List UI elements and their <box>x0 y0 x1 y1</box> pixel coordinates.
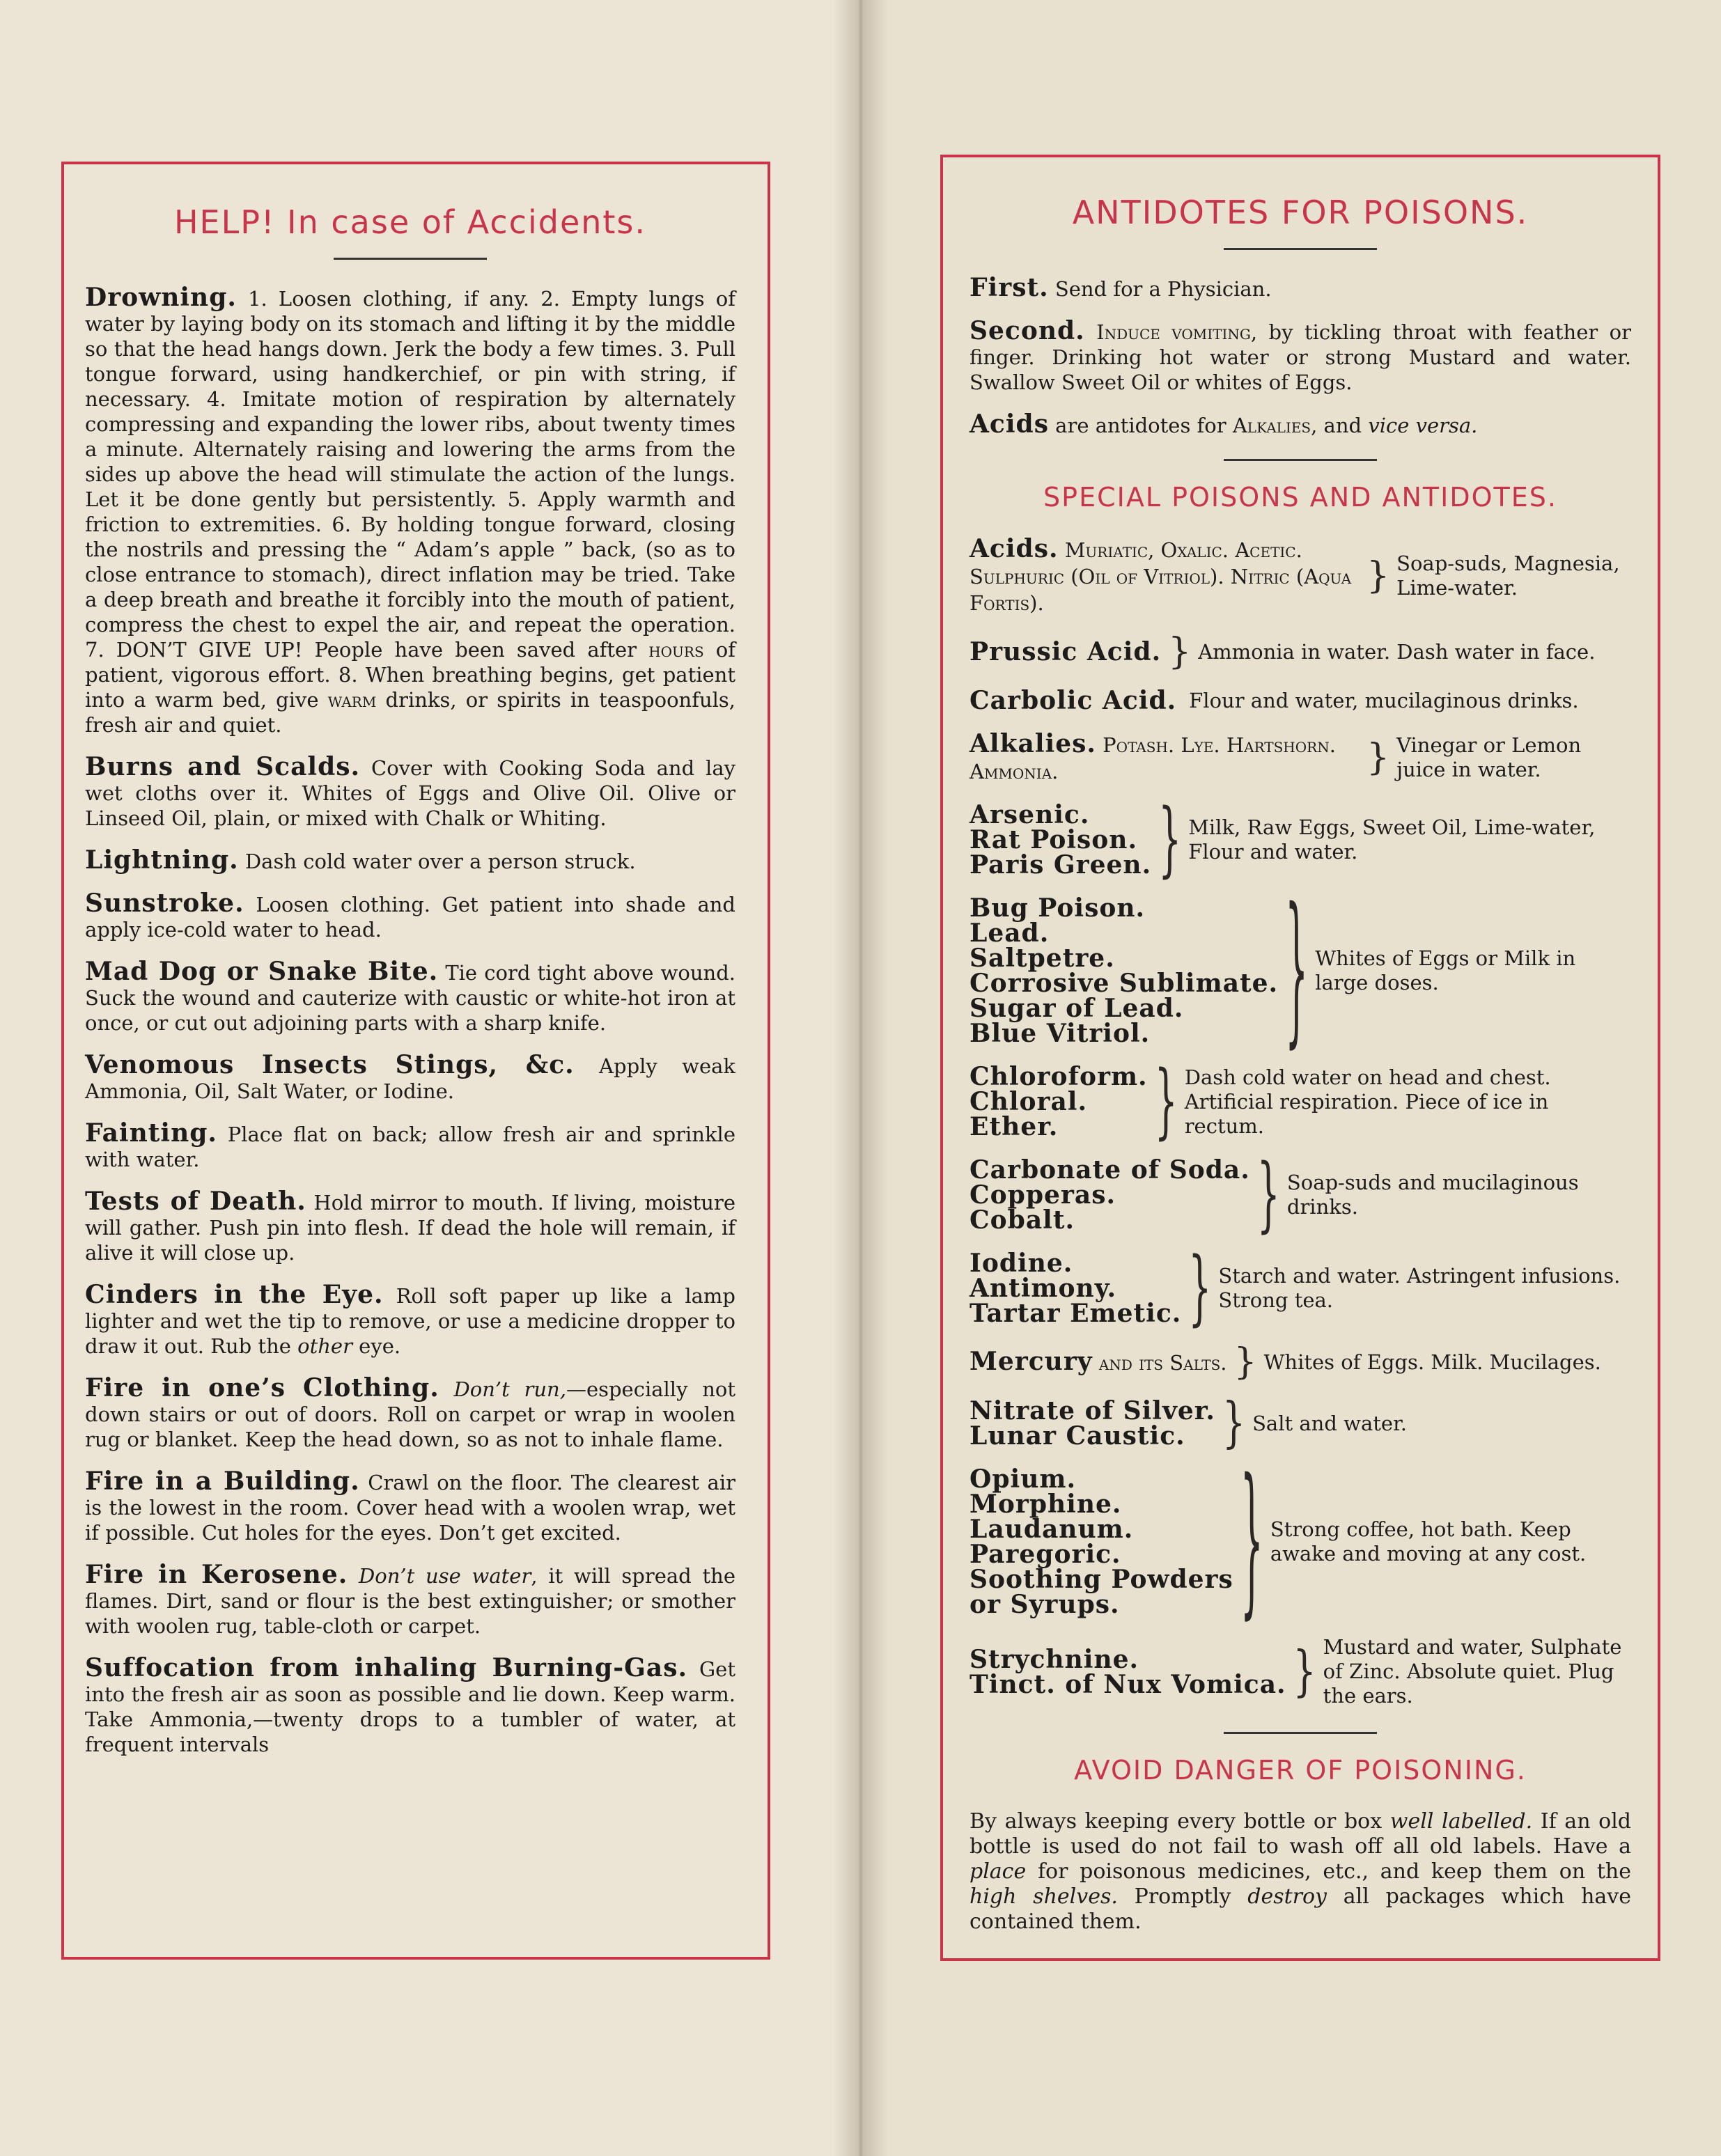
poison-antidote: Strong coffee, hot bath. Keep awake and moving at any cost. <box>1270 1517 1587 1565</box>
brace-icon: } <box>1366 555 1390 597</box>
poison-name: Chloroform. <box>969 1062 1148 1091</box>
brace-icon: } <box>1240 1448 1263 1636</box>
entry-insect-stings: Venomous Insects Stings, &c. Apply weak Ammonia, Oil, Salt Water, or Iodine. <box>85 1050 735 1103</box>
poison-group <box>969 1054 1631 1149</box>
poison-name: Cobalt. <box>969 1205 1075 1235</box>
poison-name: Carbolic Acid. <box>969 686 1177 715</box>
poison-names <box>969 1349 1227 1375</box>
poison-name: Prussic Acid. <box>969 637 1162 666</box>
poison-group <box>969 631 1631 673</box>
title-rule <box>334 258 487 260</box>
poison-names <box>969 639 1161 664</box>
entry-drowning: Drowning. 1. Loosen clothing, if any. 2. Empty lungs of water by laying body on its stomach and lifting it by the middle so that the head hangs down. Jerk the body a few times. 3. Pull tongue forward, using handkerchief, or pin with string, if necessary. 4. Imitate motion of respiration by alternately compressing and expanding the lower ribs, about twenty times a minute. Alternately raising and lowering the arms from the sides up above the head will stimulate the action of the lungs. Let it be done gently but persistently. 5. Apply warmth and friction to extremities. 6. By holding tongue forward, closing the nostrils and pressing the “ Adam’s apple ” back, (so as to close entrance to stomach), direct inflation may be tried. Take a deep breath and breathe it forcibly into the mouth of patient, compress the chest to expel the air, and repeat the operation. 7. DON’T GIVE UP! People have been saved after hours of patient, vigorous effort. 8. When breathing begins, get patient into a warm bed, give warm drinks, or spirits in teaspoonfuls, fresh air and quiet. <box>85 283 735 737</box>
poison-antidote: Salt and water. <box>1252 1411 1407 1435</box>
poison-name: Mercury <box>969 1347 1093 1376</box>
brace-icon: } <box>1222 1392 1246 1455</box>
poison-names <box>969 688 1176 713</box>
poison-name: Paregoric. <box>969 1540 1121 1569</box>
poison-antidote: Vinegar or Lemon juice in water. <box>1396 733 1582 781</box>
poison-antidote: Milk, Raw Eggs, Sweet Oil, Lime-water, Flour and water. <box>1188 815 1596 864</box>
poison-group <box>969 731 1631 784</box>
poison-names <box>969 1251 1181 1326</box>
poison-antidote: Dash cold water on head and chest. Artificial respiration. Piece of ice in rectum. <box>1184 1065 1551 1138</box>
book-spine <box>833 0 889 2156</box>
poison-antidote: Flour and water, mucilaginous drinks. <box>1189 688 1579 712</box>
poison-chemicals: Muriatic, Oxalic. Acetic. Sulphuric (Oil of Vitriol). Nitric (Aqua Fortis). <box>969 538 1352 615</box>
poison-chemicals: Potash. Lye. Hartshorn. Ammonia. <box>969 733 1336 783</box>
section-rule <box>1224 459 1377 461</box>
poison-name: Lead. <box>969 919 1050 948</box>
poison-names <box>969 893 1279 1048</box>
poison-name: Arsenic. <box>969 800 1090 829</box>
poison-names <box>969 1644 1286 1699</box>
poison-group <box>969 792 1631 887</box>
entry-fire-building: Fire in a Building. Crawl on the floor. The clearest air is the lowest in the room. Cover head with a woolen wrap, wet if possible. Cut holes for the eyes. Don’t get excited. <box>85 1467 735 1545</box>
poison-name: Rat Poison. <box>969 825 1138 854</box>
poison-names <box>969 731 1360 784</box>
second-step: Second. Induce vomiting, by tickling throat with feather or finger. Drinking hot water or strong Mustard and water. Swallow Sweet Oil or whites of Eggs. <box>969 316 1631 394</box>
poison-name: Bug Poison. <box>969 893 1146 923</box>
poison-name: Carbonate of Soda. <box>969 1155 1250 1185</box>
poison-group <box>969 1635 1631 1708</box>
poison-group <box>969 1448 1631 1636</box>
special-poisons-title: SPECIAL POISONS AND ANTIDOTES. <box>1043 482 1557 513</box>
poison-group <box>969 1341 1631 1383</box>
avoid-danger-text: By always keeping every bottle or box well labelled. If an old bottle is used do not fail to wash off all old labels. Have a place for poisonous medicines, etc., and keep them on the high shelves. Promptly destroy all packages which have contained them. <box>969 1809 1631 1934</box>
poison-antidote: Ammonia in water. Dash water in face. <box>1198 639 1596 664</box>
entry-fire-clothing: Fire in one’s Clothing. Don’t run,—especially not down stairs or out of doors. Roll on carpet or wrap in woolen rug or blanket. Keep the head down, so as not to inhale flame. <box>85 1373 735 1451</box>
poison-name: Soothing Powders <box>969 1565 1233 1594</box>
poison-group <box>969 1148 1631 1242</box>
poison-name: or Syrups. <box>969 1590 1120 1619</box>
poison-name: Lunar Caustic. <box>969 1421 1185 1451</box>
poison-name: Corrosive Sublimate. <box>969 969 1279 998</box>
avoid-danger-title: AVOID DANGER OF POISONING. <box>1074 1755 1527 1786</box>
poison-name: Laudanum. <box>969 1515 1134 1544</box>
poison-group <box>969 688 1631 713</box>
first-step: First. Send for a Physician. <box>969 273 1272 302</box>
poison-group <box>969 1392 1631 1455</box>
poison-antidote: Whites of Eggs. Milk. Mucilages. <box>1263 1350 1601 1374</box>
antidotes-title: ANTIDOTES FOR POISONS. <box>1072 194 1529 231</box>
poison-name: Blue Vitriol. <box>969 1019 1151 1048</box>
entry-fire-kerosene: Fire in Kerosene. Don’t use water, it will spread the flames. Dirt, sand or flour is the best extinguisher; or smother with woolen rug, table-cloth or carpet. <box>85 1560 735 1638</box>
poison-antidote: Soap-suds, Magnesia, Lime-water. <box>1396 552 1620 600</box>
poison-chemicals: and its Salts. <box>1092 1351 1227 1375</box>
poison-name: Ether. <box>969 1112 1059 1141</box>
brace-icon: } <box>1154 1054 1178 1149</box>
poison-antidote: Whites of Eggs or Milk in large doses. <box>1315 946 1576 994</box>
poison-group <box>969 877 1631 1065</box>
accidents-panel <box>61 162 770 1960</box>
poison-antidote: Mustard and water, Sulphate of Zinc. Absolute quiet. Plug the ears. <box>1323 1635 1622 1708</box>
entry-suffocation: Suffocation from inhaling Burning-Gas. Get into the fresh air as soon as possible and lie down. Keep warm. Take Ammonia,—twenty drops to a tumbler of water, at frequent intervals <box>85 1653 735 1756</box>
entry-lightning: Lightning. Dash cold water over a person struck. <box>85 845 636 875</box>
entry-fainting: Fainting. Place flat on back; allow fresh air and sprinkle with water. <box>85 1118 735 1171</box>
poison-name: Strychnine. <box>969 1644 1139 1674</box>
poison-names <box>969 1464 1233 1619</box>
acids-note: Acids are antidotes for Alkalies, and vice versa. <box>969 409 1478 439</box>
antidotes-panel <box>940 155 1660 1961</box>
poison-group <box>969 1241 1631 1336</box>
poison-name: Iodine. <box>969 1249 1073 1278</box>
poison-name: Acids. <box>969 534 1059 563</box>
entry-tests-of-death: Tests of Death. Hold mirror to mouth. If living, moisture will gather. Push pin into flesh. If dead the hole will remain, if alive it will close up. <box>85 1187 735 1265</box>
entry-sunstroke: Sunstroke. Loosen clothing. Get patient into shade and apply ice-cold water to head. <box>85 889 735 942</box>
brace-icon: } <box>1168 631 1192 673</box>
poison-name: Opium. <box>969 1464 1077 1494</box>
poison-list <box>969 536 1631 1708</box>
poison-group <box>969 536 1631 616</box>
poison-name: Copperas. <box>969 1180 1116 1210</box>
brace-icon: } <box>1293 1640 1316 1703</box>
brace-icon: } <box>1188 1241 1212 1336</box>
poison-name: Tartar Emetic. <box>969 1299 1182 1328</box>
poison-names <box>969 536 1360 616</box>
poison-name: Antimony. <box>969 1274 1117 1303</box>
title-rule <box>1224 248 1377 250</box>
entry-cinders: Cinders in the Eye. Roll soft paper up like a lamp lighter and wet the tip to remove, or use a medicine dropper to draw it out. Rub the other eye. <box>85 1280 735 1358</box>
poison-names <box>969 1396 1215 1451</box>
poison-antidote: Soap-suds and mucilaginous drinks. <box>1286 1171 1579 1219</box>
accidents-title: HELP! In case of Accidents. <box>173 203 647 241</box>
entry-burns: Burns and Scalds. Cover with Cooking Soda and lay wet cloths over it. Whites of Eggs and Olive Oil. Olive or Linseed Oil, plain, or mixed with Chalk or Whiting. <box>85 752 736 830</box>
poison-name: Alkalies. <box>969 729 1096 758</box>
brace-icon: } <box>1256 1148 1280 1242</box>
poison-names <box>969 1157 1250 1233</box>
brace-icon: } <box>1366 737 1390 779</box>
poison-names <box>969 1064 1148 1139</box>
poison-antidote: Starch and water. Astringent infusions. Strong tea. <box>1218 1264 1621 1312</box>
poison-name: Paris Green. <box>969 850 1152 880</box>
poison-name: Chloral. <box>969 1087 1088 1116</box>
poison-name: Nitrate of Silver. <box>969 1396 1215 1425</box>
poison-name: Saltpetre. <box>969 944 1115 973</box>
section-rule <box>1224 1732 1377 1734</box>
brace-icon: } <box>1158 792 1182 887</box>
brace-icon: } <box>1285 877 1309 1065</box>
poison-name: Morphine. <box>969 1490 1122 1519</box>
poison-name: Tinct. of Nux Vomica. <box>969 1669 1286 1699</box>
brace-icon: } <box>1233 1341 1257 1383</box>
entry-mad-dog: Mad Dog or Snake Bite. Tie cord tight above wound. Suck the wound and cauterize with caustic or white-hot iron at once, or cut out adjoining parts with a sharp knife. <box>85 957 735 1035</box>
poison-names <box>969 800 1152 880</box>
poison-name: Sugar of Lead. <box>969 994 1184 1023</box>
